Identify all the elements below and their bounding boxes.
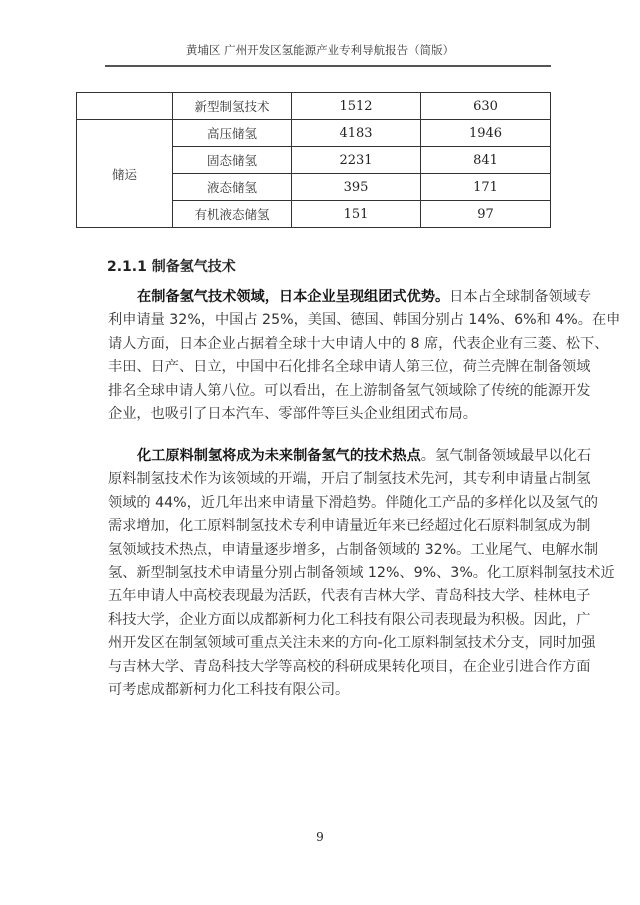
value-cell: 1946 (421, 120, 551, 147)
table-row (77, 93, 551, 120)
group-cell: 储运 (77, 120, 173, 228)
value-cell: 841 (421, 147, 551, 174)
paragraph-1 (108, 286, 621, 426)
tech-name-cell: 新型制氢技术 (173, 93, 292, 120)
tech-name-cell: 有机液态储氢 (173, 201, 292, 228)
paragraph-line: 州开发区在制氢领域可重点关注未来的方向-化工原料制氢技术分支，同时加强 (108, 635, 596, 652)
value-cell: 4183 (292, 120, 421, 147)
paragraph-line: 与吉林大学、青岛科技大学等高校的科研成果转化项目，在企业引进合作方面 (108, 658, 591, 675)
section-heading: 2.1.1 制备氢气技术 (107, 259, 236, 275)
tech-name-cell: 固态储氢 (173, 147, 292, 174)
paragraph-line: 五年申请人中高校表现最为活跃，代表有吉林大学、青岛科技大学、桂林电子 (108, 588, 591, 605)
paragraph-line: 科技大学，企业方面以成都新柯力化工科技有限公司表现最为积极。因此，广 (108, 611, 591, 628)
paragraph-line: 请人方面，日本企业占据着全球十大申请人中的 8 席，代表企业有三菱、松下、 (108, 335, 609, 352)
paragraph-line: 排名全球申请人第八位。可以看出，在上游制备氢气领域除了传统的能源开发 (108, 382, 591, 399)
paragraph-line: 可考虑成都新柯力化工科技有限公司。 (108, 681, 350, 698)
paragraph-line: 企业，也吸引了日本汽车、零部件等巨头企业组团式布局。 (108, 405, 477, 422)
paragraph-line: 氢领域技术热点，申请量逐步增多，占制备领域的 32%。工业尾气、电解水制 (108, 541, 599, 558)
paragraph-line: 原料制氢技术作为该领域的开端，开启了制氢技术先河，其专利申请量占制氢 (108, 471, 591, 488)
header-rule (105, 65, 551, 67)
line-text: 。氢气制备领域最早以化石 (420, 448, 592, 464)
running-header: 黄埔区 广州开发区氢能源产业专利导航报告（简版） (185, 43, 455, 57)
paragraph-line: 丰田、日产、日立，中国中石化排名全球申请人第三位，荷兰壳牌在制备领域 (108, 359, 591, 376)
paragraph-line: 氢、新型制氢技术申请量分别占制备领域 12%、9%、3%。化工原料制氢技术近 (108, 564, 615, 581)
page-number: 9 (316, 830, 324, 844)
value-cell: 171 (421, 174, 551, 201)
paragraph-line: 需求增加，化工原料制氢技术专利申请量近年来已经超过化石原料制氢成为制 (108, 518, 591, 535)
paragraph-line (108, 445, 592, 468)
lead-sentence: 化工原料制氢将成为未来制备氢气的技术热点 (137, 448, 421, 464)
group-cell (77, 93, 173, 120)
tech-name-cell: 液态储氢 (173, 174, 292, 201)
lead-sentence: 在制备氢气技术领域，日本企业呈现组团式优势。 (137, 289, 450, 305)
value-cell: 1512 (292, 93, 421, 120)
value-cell: 2231 (292, 147, 421, 174)
value-cell: 151 (292, 201, 421, 228)
paragraph-line: 领域的 44%，近几年出来申请量下滑趋势。伴随化工产品的多样化以及氢气的 (108, 494, 599, 511)
patent-count-table (76, 92, 551, 228)
tech-name-cell: 高压储氢 (173, 120, 292, 147)
value-cell: 395 (292, 174, 421, 201)
line-text: 日本占全球制备领域专 (449, 289, 592, 305)
value-cell: 630 (421, 93, 551, 120)
table-row (77, 120, 551, 147)
value-cell: 97 (421, 201, 551, 228)
paragraph-2 (108, 445, 615, 702)
paragraph-line (108, 286, 592, 309)
paragraph-line: 利申请量 32%，中国占 25%，美国、德国、韩国分别占 14%、6%和 4%。在申 (108, 312, 621, 329)
